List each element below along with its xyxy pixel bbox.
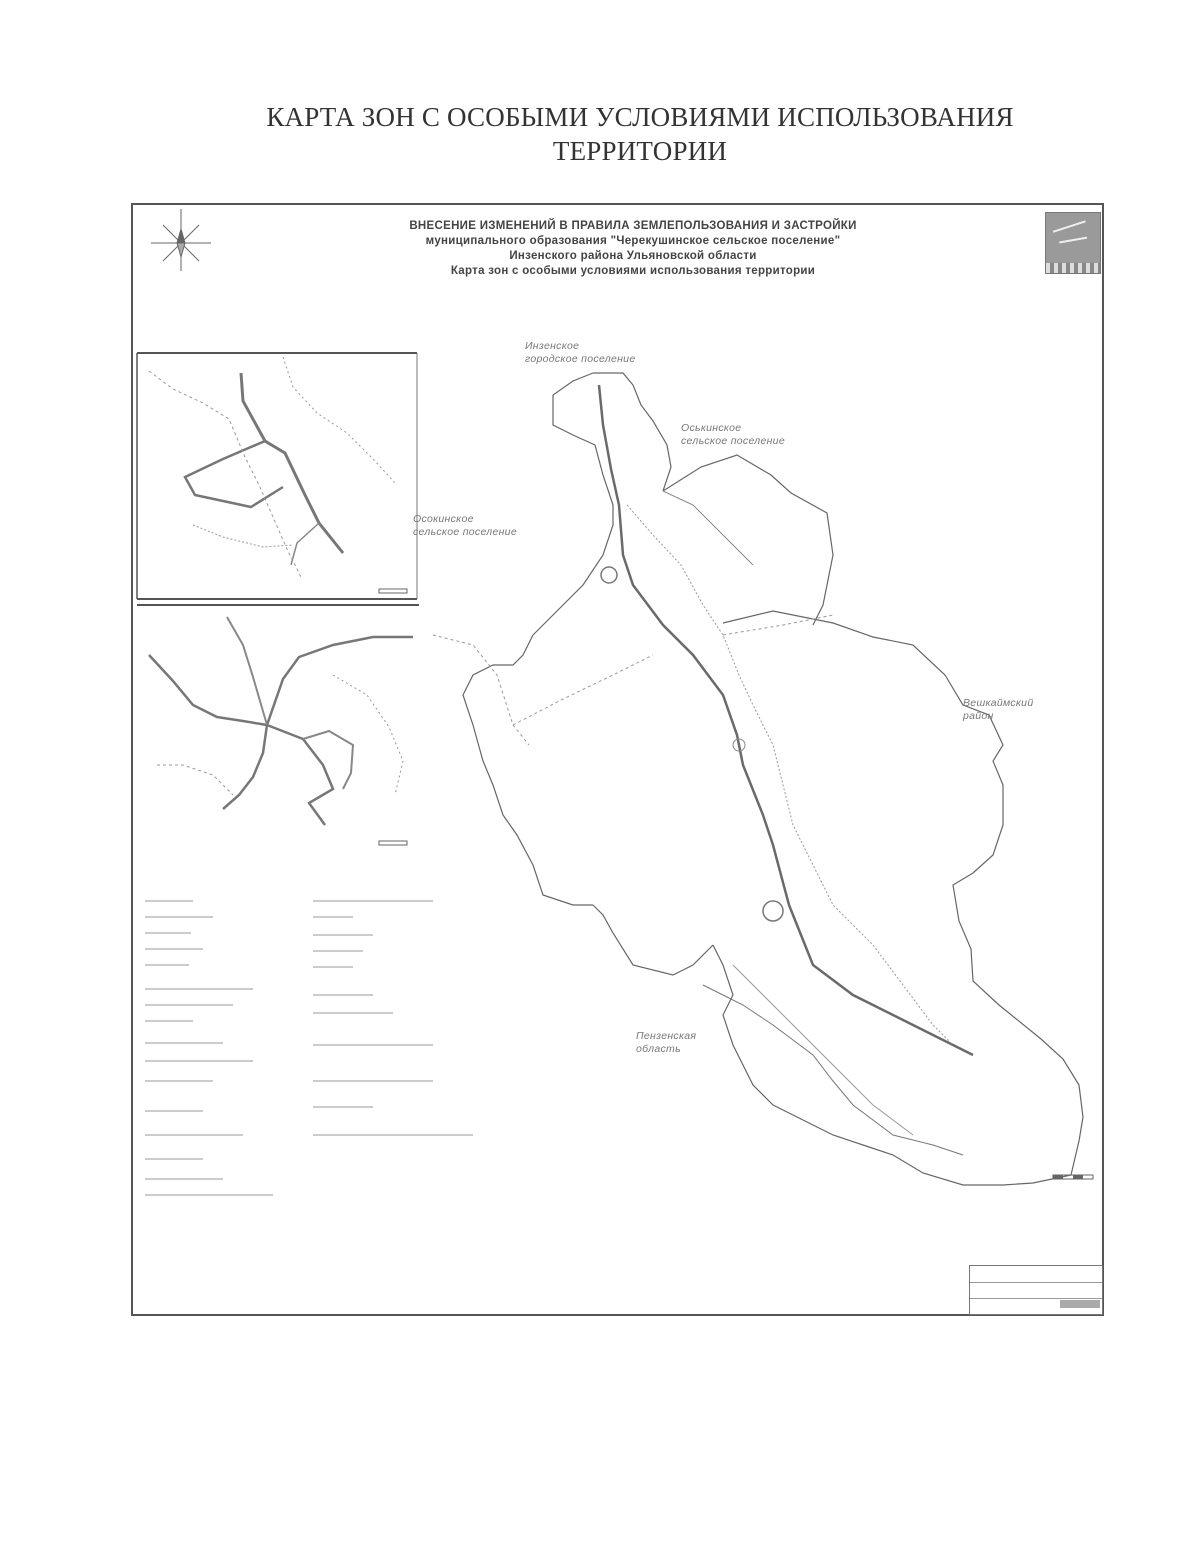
map-canvas xyxy=(133,205,1106,1318)
map-sheet xyxy=(131,203,1104,1316)
document-title xyxy=(200,100,1080,168)
neighbour-label: Вешкаймский район xyxy=(963,697,1034,722)
title-block-stamp xyxy=(969,1265,1103,1315)
scale-bar xyxy=(1053,1175,1093,1179)
document-title-line1: КАРТА ЗОН С ОСОБЫМИ УСЛОВИЯМИ ИСПОЛЬЗОВАНИЯ xyxy=(266,102,1014,132)
neighbour-label: Осокинское сельское поселение xyxy=(413,513,517,538)
map-header-line2: муниципального образования "Черекушинское сельское поселение" xyxy=(425,235,841,247)
neighbour-label: Инзенское городское поселение xyxy=(525,340,636,365)
neighbour-label: Оськинское сельское поселение xyxy=(681,422,785,447)
map-header-line4: Карта зон с особыми условиями использования территории xyxy=(450,265,816,277)
north-arrow-icon xyxy=(151,209,211,271)
map-header-line1: ВНЕСЕНИЕ ИЗМЕНЕНИЙ В ПРАВИЛА ЗЕМЛЕПОЛЬЗОВАНИЯ И ЗАСТРОЙКИ xyxy=(409,220,857,232)
main-territory xyxy=(463,373,1083,1185)
neighbour-label: Пензенская область xyxy=(636,1030,697,1055)
map-header-line3: Инзенского района Ульяновской области xyxy=(509,250,757,262)
inset-map-bottom xyxy=(137,605,419,845)
document-title-line2: ТЕРРИТОРИИ xyxy=(552,136,728,166)
coat-of-arms-icon xyxy=(1045,212,1101,274)
inset-map-top xyxy=(137,353,417,599)
map-header xyxy=(353,219,913,279)
legend xyxy=(145,901,473,1195)
